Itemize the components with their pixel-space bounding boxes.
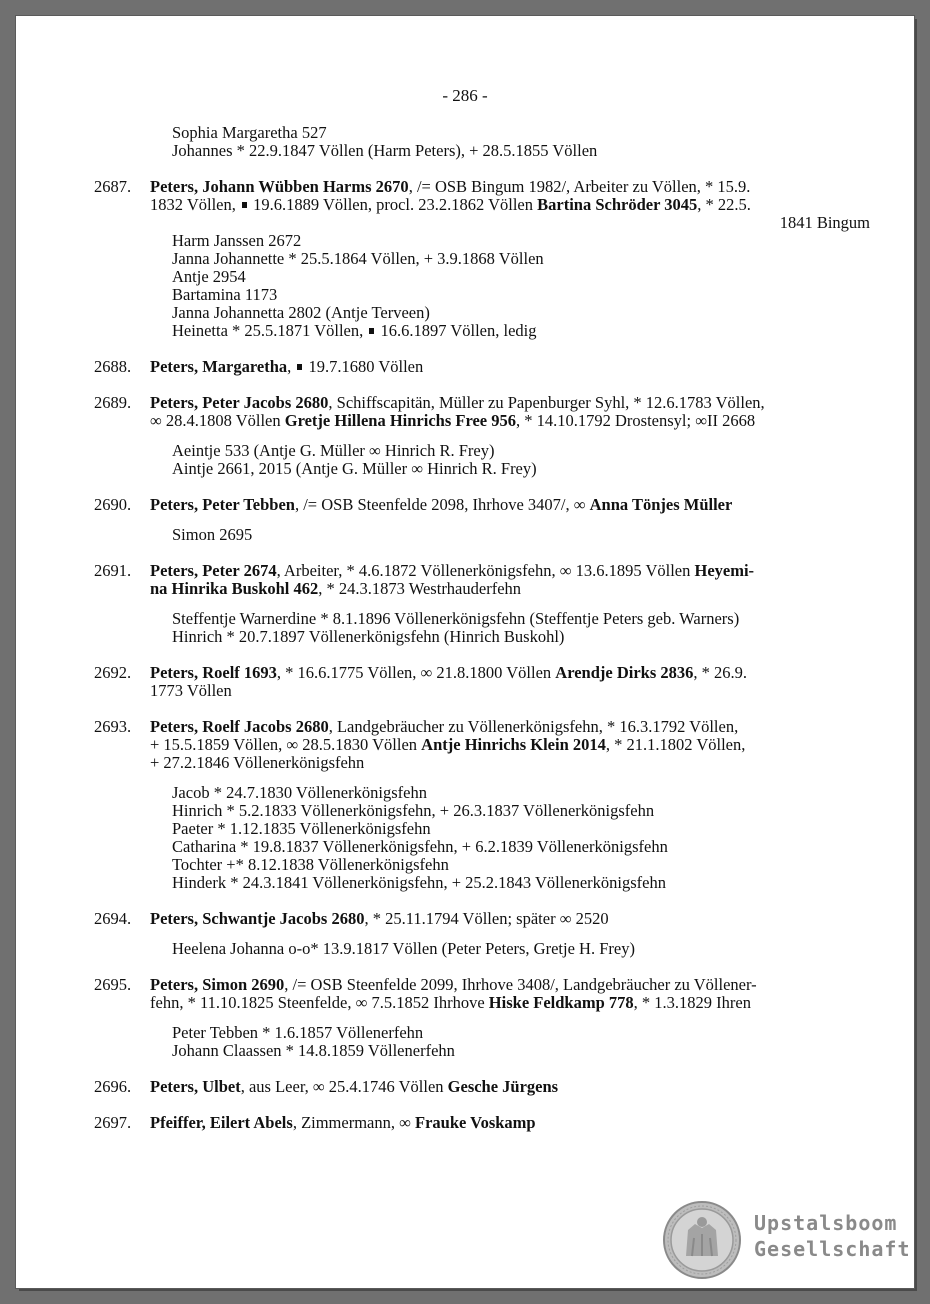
spouse-name: Gesche Jürgens <box>447 1077 559 1096</box>
spouse-name: Heyemi- <box>694 561 755 580</box>
person-name: Peters, Peter Jacobs 2680 <box>150 393 329 412</box>
entry-2690 <box>94 496 874 544</box>
burial-square-icon <box>369 328 374 334</box>
society-name: Upstalsboom Gesellschaft <box>754 1211 911 1261</box>
person-name: Peters, Johann Wübben Harms 2670 <box>150 177 409 196</box>
person-name: Peters, Peter 2674 <box>150 561 277 580</box>
list-item: Catharina * 19.8.1837 Völlenerkönigsfehn, + 6.2.1839 Völlenerkönigsfehn <box>172 837 668 856</box>
entry-2696 <box>94 1078 874 1096</box>
list-item: Harm Janssen 2672 <box>172 231 302 250</box>
entry-2692 <box>94 664 874 700</box>
children-list <box>172 232 874 340</box>
entry-2693 <box>94 718 874 892</box>
spouse-name: Gretje Hillena Hinrichs Free 956 <box>284 411 517 430</box>
children-list <box>172 940 874 958</box>
entry-2694 <box>94 910 874 958</box>
list-item: Johann Claassen * 14.8.1859 Völlenerfehn <box>172 1041 455 1060</box>
list-item: Janna Johannetta 2802 (Antje Terveen) <box>172 303 430 322</box>
list-item: Peter Tebben * 1.6.1857 Völlenerfehn <box>172 1023 424 1042</box>
list-item: Hinrich * 5.2.1833 Völlenerkönigsfehn, + 26.3.1837 Völlenerkönigsfehn <box>172 801 655 820</box>
children-list <box>172 1024 874 1060</box>
entry-heading: Peters, Roelf 1693, * 16.6.1775 Völlen, ∞ 21.8.1800 Völlen Arendje Dirks 2836, * 26.9. 1773 Völlen <box>150 663 748 700</box>
entry-number: 2688. <box>94 357 132 376</box>
entry-2697 <box>94 1114 874 1132</box>
entry-number: 2693. <box>94 717 132 736</box>
person-name: Peters, Roelf 1693 <box>150 663 277 682</box>
entry-heading: Pfeiffer, Eilert Abels, Zimmermann, ∞ Frauke Voskamp <box>150 1113 536 1132</box>
entry-number: 2697. <box>94 1113 132 1132</box>
list-item: Aeintje 533 (Antje G. Müller ∞ Hinrich R. Frey) <box>172 441 495 460</box>
burial-square-icon <box>297 364 302 370</box>
list-item: Tochter +* 8.12.1838 Völlenerkönigsfehn <box>172 855 449 874</box>
list-item: Sophia Margaretha 527 <box>172 123 327 142</box>
entry-number: 2687. <box>94 177 132 196</box>
spouse-name: Anna Tönjes Müller <box>589 495 733 514</box>
entry-number: 2689. <box>94 393 132 412</box>
entry-heading: Peters, Johann Wübben Harms 2670, /= OSB Bingum 1982/, Arbeiter zu Völlen, * 15.9. 1832 Völlen, 19.6.1889 Völlen, procl. 23.2.1862 Völlen Bartina Schröder 3045, * 22.5. 1841 Bingum <box>150 177 870 232</box>
seal-icon <box>662 1200 742 1280</box>
list-item: Bartamina 1173 <box>172 285 278 304</box>
entry-number: 2694. <box>94 909 132 928</box>
list-item: Johannes * 22.9.1847 Völlen (Harm Peters), + 28.5.1855 Völlen <box>172 141 598 160</box>
children-list <box>172 784 874 892</box>
person-name: Peters, Schwantje Jacobs 2680 <box>150 909 365 928</box>
list-item: Hinderk * 24.3.1841 Völlenerkönigsfehn, + 25.2.1843 Völlenerkönigsfehn <box>172 873 667 892</box>
list-item: Simon 2695 <box>172 525 253 544</box>
list-item: Jacob * 24.7.1830 Völlenerkönigsfehn <box>172 783 427 802</box>
list-item: Heinetta * 25.5.1871 Völlen, 16.6.1897 Völlen, ledig <box>172 321 537 340</box>
list-item: Antje 2954 <box>172 267 246 286</box>
entry-number: 2692. <box>94 663 132 682</box>
list-item: Hinrich * 20.7.1897 Völlenerkönigsfehn (Hinrich Buskohl) <box>172 627 565 646</box>
entry-heading: Peters, Peter Tebben, /= OSB Steenfelde 2098, Ihrhove 3407/, ∞ Anna Tönjes Müller <box>150 495 733 514</box>
person-name: Peters, Peter Tebben <box>150 495 295 514</box>
list-item: Steffentje Warnerdine * 8.1.1896 Völlenerkönigsfehn (Steffentje Peters geb. Warners) <box>172 609 740 628</box>
children-list <box>172 610 874 646</box>
spouse-name: Frauke Voskamp <box>415 1113 536 1132</box>
list-item: Aintje 2661, 2015 (Antje G. Müller ∞ Hinrich R. Frey) <box>172 459 537 478</box>
continuation-block <box>172 124 874 160</box>
entry-heading: Peters, Margaretha, 19.7.1680 Völlen <box>150 357 424 376</box>
document-page <box>16 16 914 1288</box>
entry-2687 <box>94 178 874 340</box>
person-name: Pfeiffer, Eilert Abels <box>150 1113 293 1132</box>
entry-number: 2690. <box>94 495 132 514</box>
list-item: Janna Johannette * 25.5.1864 Völlen, + 3.9.1868 Völlen <box>172 249 544 268</box>
entry-heading: Peters, Roelf Jacobs 2680, Landgebräucher zu Völlenerkönigsfehn, * 16.3.1792 Völlen, + 15.5.1859 Völlen, ∞ 28.5.1830 Völlen Antje Hinrichs Klein 2014, * 21.1.1802 Völlen, + 27.2.1846 Völlenerkönigsfehn <box>150 717 746 772</box>
burial-square-icon <box>242 202 247 208</box>
spouse-name: Hiske Feldkamp 778 <box>488 993 634 1012</box>
entry-heading: Peters, Peter Jacobs 2680, Schiffscapitän, Müller zu Papenburger Syhl, * 12.6.1783 Völlen, ∞ 28.4.1808 Völlen Gretje Hillena Hinrichs Free 956, * 14.10.1792 Drostensyl; ∞II 2668 <box>150 393 765 430</box>
page-content <box>94 104 874 1132</box>
society-logo <box>662 1200 912 1280</box>
entry-number: 2696. <box>94 1077 132 1096</box>
children-list <box>172 442 874 478</box>
person-name: Peters, Margaretha <box>150 357 288 376</box>
entry-2691 <box>94 562 874 646</box>
person-name: Peters, Ulbet <box>150 1077 241 1096</box>
spouse-name: Bartina Schröder 3045 <box>537 195 698 214</box>
spouse-name: Arendje Dirks 2836 <box>555 663 694 682</box>
children-list <box>172 526 874 544</box>
entry-2688 <box>94 358 874 376</box>
person-name: Peters, Roelf Jacobs 2680 <box>150 717 329 736</box>
entry-number: 2691. <box>94 561 132 580</box>
entry-heading: Peters, Simon 2690, /= OSB Steenfelde 2099, Ihrhove 3408/, Landgebräucher zu Völlener- fehn, * 11.10.1825 Steenfelde, ∞ 7.5.1852 Ihrhove Hiske Feldkamp 778, * 1.3.1829 Ihren <box>150 975 757 1012</box>
list-item: Heelena Johanna o-o* 13.9.1817 Völlen (Peter Peters, Gretje H. Frey) <box>172 939 635 958</box>
person-name: Peters, Simon 2690 <box>150 975 285 994</box>
spouse-name: Antje Hinrichs Klein 2014 <box>421 735 606 754</box>
page-number: - 286 - <box>442 86 488 105</box>
entry-heading: Peters, Ulbet, aus Leer, ∞ 25.4.1746 Völlen Gesche Jürgens <box>150 1077 559 1096</box>
entry-heading: Peters, Peter 2674, Arbeiter, * 4.6.1872 Völlenerkönigsfehn, ∞ 13.6.1895 Völlen Heyemi- na Hinrika Buskohl 462, * 24.3.1873 Westrhauderfehn <box>150 561 755 598</box>
entry-heading: Peters, Schwantje Jacobs 2680, * 25.11.1794 Völlen; später ∞ 2520 <box>150 909 609 928</box>
entry-2689 <box>94 394 874 478</box>
entry-2695 <box>94 976 874 1060</box>
spouse-name: na Hinrika Buskohl 462 <box>150 579 319 598</box>
entry-number: 2695. <box>94 975 132 994</box>
list-item: Paeter * 1.12.1835 Völlenerkönigsfehn <box>172 819 431 838</box>
